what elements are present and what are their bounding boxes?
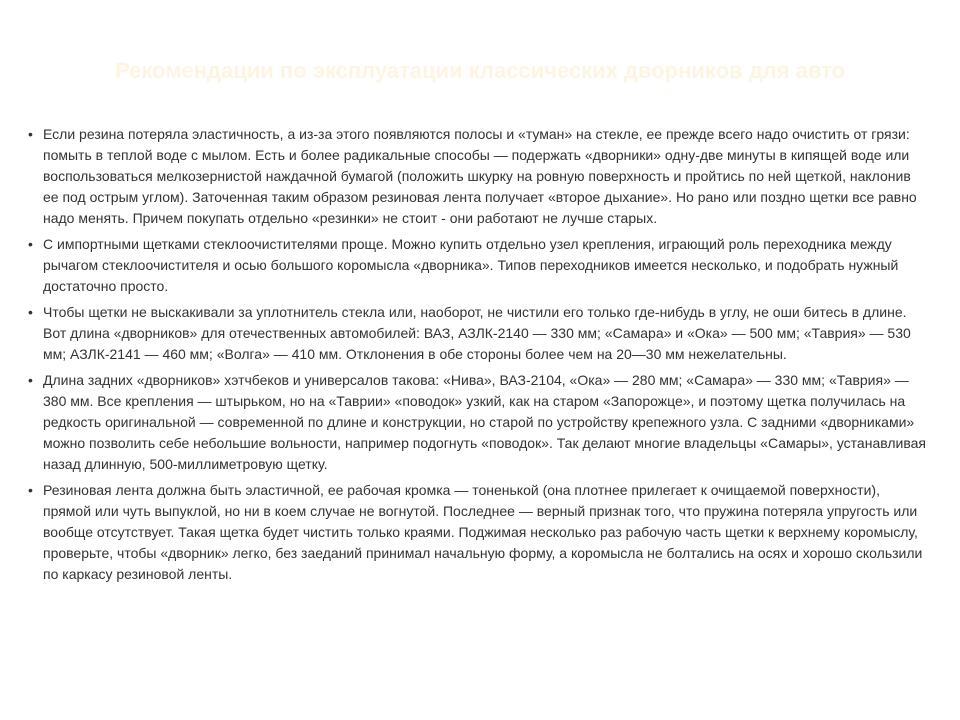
bullet-text: Резиновая лента должна быть эластичной, ее рабочая кромка — тоненькой (она плотнее прилегает к очищаемой поверхности), прямой или чуть выпуклой, но ни в коем случае не вогнутой. Последнее — верный признак того, что пружина потеряла упругость или вообще отсутствует. Такая щетка будет чистить только краями. Поджимая несколько раз рабочую часть щетки к верхнему коромыслу, проверьте, чтобы «дворник» легко, без заеданий принимал начальную форму, а коромысла не болтались на осях и хорошо скользили по каркасу резиновой ленты. — [43, 482, 923, 582]
bullet-item — [28, 124, 928, 229]
bullet-text: Длина задних «дворников» хэтчбеков и универсалов такова: «Нива», ВАЗ-2104, «Ока» — 280 мм; «Самара» — 330 мм; «Таврия» — 380 мм. Все крепления — штырьком, но на «Таврии» «поводок» узкий, как на старом «Запорожце», и поэтому щетка получилась на редкость оригинальной — современной по длине и конструкции, но старой по устройству крепежного узла. С задними «дворниками» можно позволить себе небольшие вольности, например подогнуть «поводок». Так делают многие владельцы «Самары», устанавливая назад длинную, 500-миллиметровую щетку. — [43, 372, 926, 472]
bullet-list — [28, 124, 928, 590]
bullet-text: Если резина потеряла эластичность, а из-за этого появляются полосы и «туман» на стекле, ее прежде всего надо очистить от грязи: помыть в теплой воде с мылом. Есть и более радикальные способы — подержать «дворники» одну-две минуты в кипящей воде или воспользоваться мелкозернистой наждачной бумагой (положить шкурку на ровную поверхность и пройтись по ней щеткой, наклонив ее под острым углом). Заточенная таким образом резиновая лента получает «второе дыхание». Но рано или поздно щетки все равно надо менять. Причем покупать отдельно «резинки» не стоит - они работают не лучше старых. — [43, 126, 917, 226]
bullet-icon: • — [28, 372, 33, 388]
bullet-icon: • — [28, 304, 33, 320]
bullet-item — [28, 480, 928, 585]
bullet-icon: • — [28, 482, 33, 498]
bullet-icon: • — [28, 236, 33, 252]
bullet-text: С импортными щетками стеклоочистителями проще. Можно купить отдельно узел крепления, играющий роль переходника между рычагом стеклоочистителя и осью большого коромысла «дворника». Типов переходников имеется несколько, и подобрать нужный достаточно просто. — [43, 236, 899, 294]
slide-title: Рекомендации по эксплуатации классических дворников для авто — [115, 58, 845, 83]
bullet-item — [28, 370, 928, 475]
bullet-text: Чтобы щетки не выскакивали за уплотнитель стекла или, наоборот, не чистили его только где-нибудь в углу, не оши битесь в длине. Вот длина «дворников» для отечественных автомобилей: ВАЗ, АЗЛК-2140 — 330 мм; «Самара» и «Ока» — 500 мм; «Таврия» — 530 мм; АЗЛК-2141 — 460 мм; «Волга» — 410 мм. Отклонения в обе стороны более чем на 20—30 мм нежелательны. — [43, 304, 911, 362]
bullet-item — [28, 234, 928, 297]
bullet-item — [28, 302, 928, 365]
bullet-icon: • — [28, 126, 33, 142]
